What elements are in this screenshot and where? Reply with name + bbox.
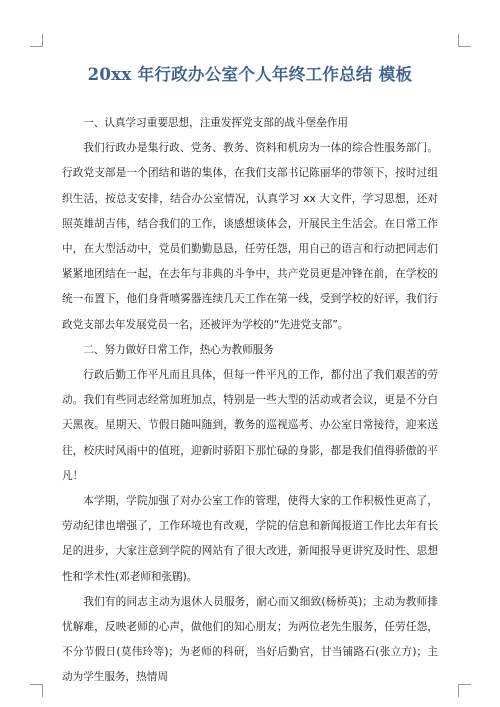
document-page (62, 64, 438, 691)
crop-mark-bottom-right (458, 684, 471, 697)
body-paragraph-4: 我们有的同志主动为退休人员服务，耐心而又细致(杨桥英)；主动为教师排忧解难，反映老师的心声，做他们的知心朋友；为两位老先生服务，任劳任怨，不分节假日(莫伟玲等)；为老师的科研，当好后勤官，甘当铺路石(张立方)；主动为学生服务，热情周 (62, 595, 438, 684)
crop-mark-top-right (458, 34, 471, 47)
body-paragraph-3: 本学期，学院加强了对办公室工作的管理，使得大家的工作积极性更高了，劳动纪律也增强了，工作环境也有改观，学院的信息和新闻报道工作比去年有长足的进步，大家注意到学院的网站有了很大改进，新闻报导更讲究及时性、思想性和学术性(邓老师和张鹛)。 (62, 495, 438, 583)
body-paragraph-1: 我们行政办是集行政、党务、教务、资料和机房为一体的综合性服务部门。行政党支部是一个团结和谐的集体，在我们支部书记陈丽华的带领下，按时过组织生活，按总支安排，结合办公室情况，认真学习 xx 大文件，学习思想，还对照英雄胡吉伟，结合我们的工作，谈感想谈体会，开展民主生活会。在日常工作中，在大型活动中，党员们勤勤恳恳，任劳任怨，用自己的语言和行动把同志们紧紧地团结在一起，在去年与非典的斗争中，共产党员更是冲锋在前，在学校的统一布置下，他们身背喷雾器连续几天工作在第一线，受到学校的好评，我们行政党支部去年发展党员一名，还被评为学校的“先进党支部”。 (62, 142, 438, 331)
section-heading-2: 二、努力做好日常工作，热心为教师服务 (83, 343, 274, 356)
title-text: 年行政办公室个人年终工作总结 模板 (131, 65, 413, 84)
crop-mark-bottom-left (30, 684, 43, 697)
section-heading-1: 一、认真学习重要思想，注重发挥党支部的战斗堡垒作用 (83, 117, 349, 129)
body-paragraph-2: 行政后勤工作平凡而且具体，但每一件平凡的工作，都付出了我们艰苦的劳动。我们有些同志经常加班加点，特别是一些大型的活动或者会议，更是不分白天黑夜。星期天、节假日随叫随到，教务的巡视巡考、办公室日常接待，迎来送往，校庆时风雨中的值班，迎新时骄阳下那忙碌的身影，都是我们值得骄傲的平凡！ (62, 369, 438, 482)
title-year: 20xx (87, 65, 132, 84)
document-title (62, 64, 438, 86)
crop-mark-top-left (30, 34, 43, 47)
